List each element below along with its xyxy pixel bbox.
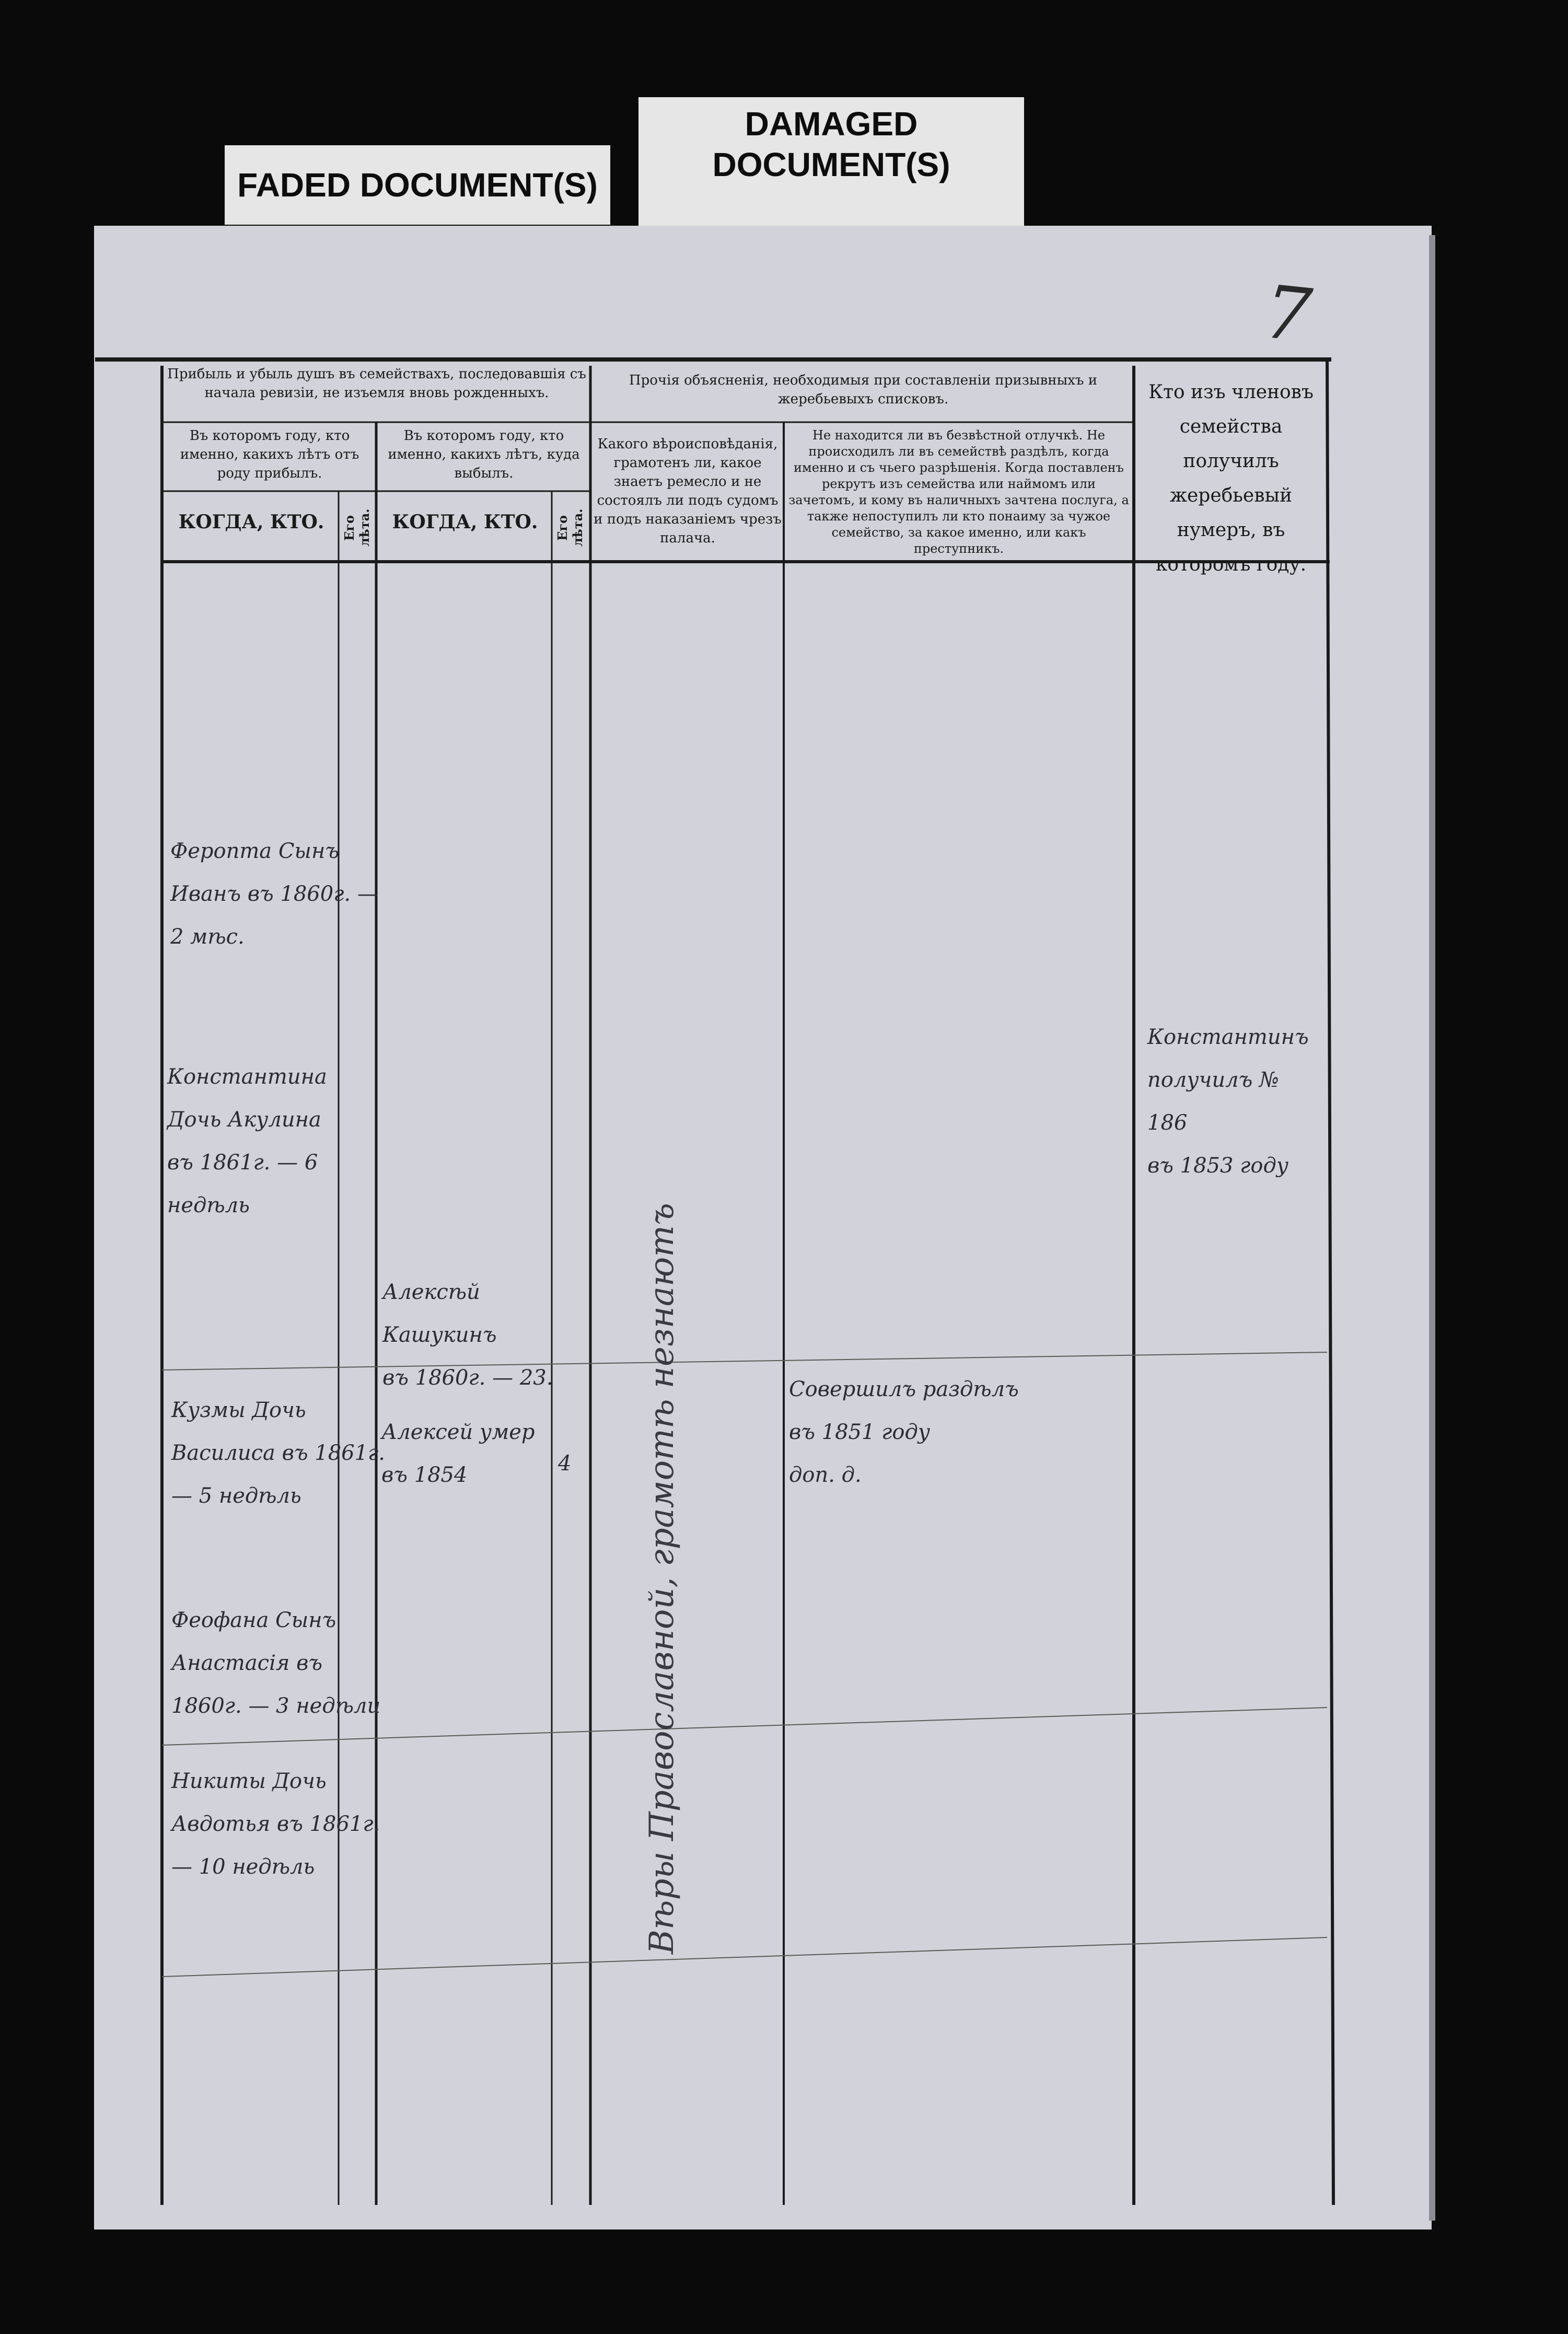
page-number: 7 bbox=[1260, 269, 1316, 359]
header-age-2: Его лѣта. bbox=[555, 508, 585, 547]
row-rule-1 bbox=[162, 1352, 1327, 1370]
header-group-other: Прочiя объясненiя, необходимыя при составленiи призывныхъ и жеребьевыхъ списковъ. bbox=[629, 373, 1098, 407]
entry-departed-1: Алексѣй Кашукинъ въ 1860г. — 23. bbox=[382, 1280, 553, 1390]
header-when-who-1: КОГДА, КТО. bbox=[178, 511, 324, 533]
entry-arrived-5: Никиты Дочь Авдотья въ 1861г. — 10 недѣль bbox=[171, 1769, 380, 1879]
entry-departed-2-age: 4 bbox=[558, 1452, 572, 1476]
header-lot-number: Кто изъ членовъ семейства получилъ жеребьевый нумеръ, въ которомъ году. bbox=[1148, 381, 1314, 575]
header-when-who-2: КОГДА, КТО. bbox=[392, 511, 538, 533]
col-right bbox=[1327, 359, 1333, 2205]
entry-arrived-3: Кузмы Дочь Василиса въ 1861г. — 5 недѣль bbox=[171, 1398, 385, 1508]
row-rule-3 bbox=[162, 1937, 1327, 1977]
entry-arrived-2: Константина Дочь Акулина въ 1861г. — 6 недѣль bbox=[167, 1065, 327, 1217]
header-departed: Въ которомъ году, кто именно, какихъ лѣтъ, куда выбылъ. bbox=[388, 428, 580, 481]
damaged-label-line2: DOCUMENT(S) bbox=[712, 146, 950, 183]
entry-arrived-1: Феропта Сынъ Иванъ въ 1860г. — 2 мѣс. bbox=[170, 839, 378, 949]
damaged-label-line1: DAMAGED bbox=[745, 105, 918, 143]
header-arrived: Въ которомъ году, кто именно, какихъ лѣтъ отъ роду прибылъ. bbox=[180, 428, 359, 481]
header-absence: Не находится ли въ безвѣстной отлучкѣ. Не происходилъ ли въ семействѣ раздѣлъ, когда именно и съ чьего разрѣшенiя. Когда поставленъ рекрутъ изъ семейства или наймомъ или зачетомъ, и кому въ наличныхъ зачтена послуга, а также непоступилъ ли кто понаиму за чужое семейство, за какое именно, или какъ преступникъ. bbox=[788, 428, 1129, 556]
entry-lot-number: Константинъ получилъ № 186 въ 1853 году bbox=[1147, 1025, 1309, 1178]
entry-arrived-4: Феофана Сынъ Анастасiя въ 1860г. — 3 недѣли bbox=[171, 1608, 381, 1718]
header-religion: Какого вѣроисповѣданiя, грамотенъ ли, какое знаетъ ремесло и не состоялъ ли подъ судомъ и подъ наказанiемъ чрезъ палача. bbox=[594, 436, 782, 546]
entry-departed-2: Алексей умер въ 1854 bbox=[381, 1420, 535, 1487]
entry-absence: Совершилъ раздѣлъ въ 1851 году доп. д. bbox=[789, 1377, 1019, 1487]
header-age-1: Его лѣта. bbox=[342, 508, 372, 547]
entry-religion-vertical: Вѣры Православной, грамотѣ незнаютъ bbox=[643, 1203, 681, 1954]
header-group-gains: Прибыль и убыль душъ въ семействахъ, последовавшiя съ начала ревизiи, не изъемля вновь рожденныхъ. bbox=[167, 366, 586, 401]
faded-label-text: FADED DOCUMENT(S) bbox=[237, 166, 598, 204]
